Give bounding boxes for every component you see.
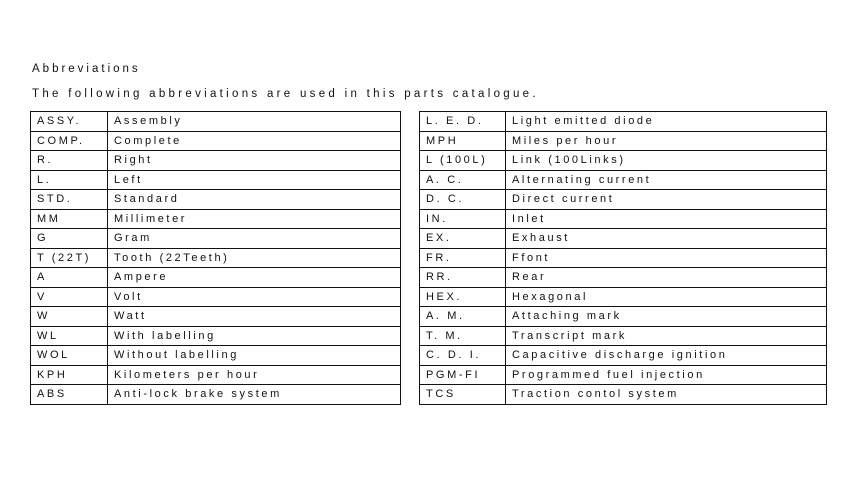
meaning-cell: Miles per hour [506,131,827,151]
abbreviation-cell: STD. [31,190,108,210]
abbreviation-cell: KPH [31,365,108,385]
table-row [420,365,827,385]
table-row [420,287,827,307]
abbreviation-cell: A [31,268,108,288]
table-row [31,268,401,288]
table-row [31,112,401,132]
meaning-cell: Ffont [506,248,827,268]
table-row [31,346,401,366]
meaning-cell: Tooth (22Teeth) [108,248,401,268]
abbreviation-cell: WOL [31,346,108,366]
meaning-cell: Traction contol system [506,385,827,405]
abbreviation-cell: C. D. I. [420,346,506,366]
table-row [420,307,827,327]
page-title: Abbreviations [32,63,141,75]
meaning-cell: Complete [108,131,401,151]
meaning-cell: Direct current [506,190,827,210]
meaning-cell: Watt [108,307,401,327]
intro-text: The following abbreviations are used in this parts catalogue. [32,88,539,100]
abbreviation-cell: RR. [420,268,506,288]
abbreviation-cell: TCS [420,385,506,405]
meaning-cell: Rear [506,268,827,288]
abbreviation-cell: D. C. [420,190,506,210]
table-row [31,209,401,229]
meaning-cell: Standard [108,190,401,210]
table-row [31,326,401,346]
abbreviation-cell: A. M. [420,307,506,327]
abbreviation-cell: MPH [420,131,506,151]
meaning-cell: Kilometers per hour [108,365,401,385]
meaning-cell: Right [108,151,401,171]
abbreviation-cell: WL [31,326,108,346]
abbreviation-cell: PGM-FI [420,365,506,385]
meaning-cell: Millimeter [108,209,401,229]
meaning-cell: Anti-lock brake system [108,385,401,405]
meaning-cell: Gram [108,229,401,249]
abbreviation-cell: W [31,307,108,327]
meaning-cell: With labelling [108,326,401,346]
table-row [31,385,401,405]
table-row [31,248,401,268]
table-row [420,190,827,210]
table-row [31,170,401,190]
table-row [31,229,401,249]
meaning-cell: Exhaust [506,229,827,249]
abbreviation-cell: V [31,287,108,307]
abbreviations-table-right [419,111,827,405]
abbreviation-cell: COMP. [31,131,108,151]
table-row [31,131,401,151]
meaning-cell: Hexagonal [506,287,827,307]
meaning-cell: Capacitive discharge ignition [506,346,827,366]
table-row [31,365,401,385]
abbreviation-cell: T (22T) [31,248,108,268]
table-row [420,385,827,405]
meaning-cell: Ampere [108,268,401,288]
table-row [31,151,401,171]
table-row [420,151,827,171]
abbreviation-cell: L. [31,170,108,190]
abbreviation-cell: R. [31,151,108,171]
abbreviation-cell: HEX. [420,287,506,307]
abbreviation-cell: MM [31,209,108,229]
abbreviation-cell: G [31,229,108,249]
table-row [420,248,827,268]
table-row [31,287,401,307]
table-row [420,209,827,229]
meaning-cell: Attaching mark [506,307,827,327]
meaning-cell: Inlet [506,209,827,229]
abbreviation-cell: FR. [420,248,506,268]
abbreviation-cell: A. C. [420,170,506,190]
meaning-cell: Light emitted diode [506,112,827,132]
abbreviation-cell: IN. [420,209,506,229]
table-row [420,170,827,190]
meaning-cell: Left [108,170,401,190]
meaning-cell: Link (100Links) [506,151,827,171]
abbreviation-cell: T. M. [420,326,506,346]
abbreviation-cell: L. E. D. [420,112,506,132]
abbreviation-cell: L (100L) [420,151,506,171]
meaning-cell: Without labelling [108,346,401,366]
meaning-cell: Assembly [108,112,401,132]
table-row [420,346,827,366]
abbreviation-cell: ABS [31,385,108,405]
meaning-cell: Programmed fuel injection [506,365,827,385]
table-row [420,229,827,249]
table-row [420,112,827,132]
meaning-cell: Transcript mark [506,326,827,346]
meaning-cell: Alternating current [506,170,827,190]
table-row [31,190,401,210]
meaning-cell: Volt [108,287,401,307]
abbreviations-table-left [30,111,401,405]
table-row [31,307,401,327]
table-row [420,268,827,288]
abbreviation-cell: EX. [420,229,506,249]
table-row [420,131,827,151]
table-row [420,326,827,346]
abbreviation-cell: ASSY. [31,112,108,132]
